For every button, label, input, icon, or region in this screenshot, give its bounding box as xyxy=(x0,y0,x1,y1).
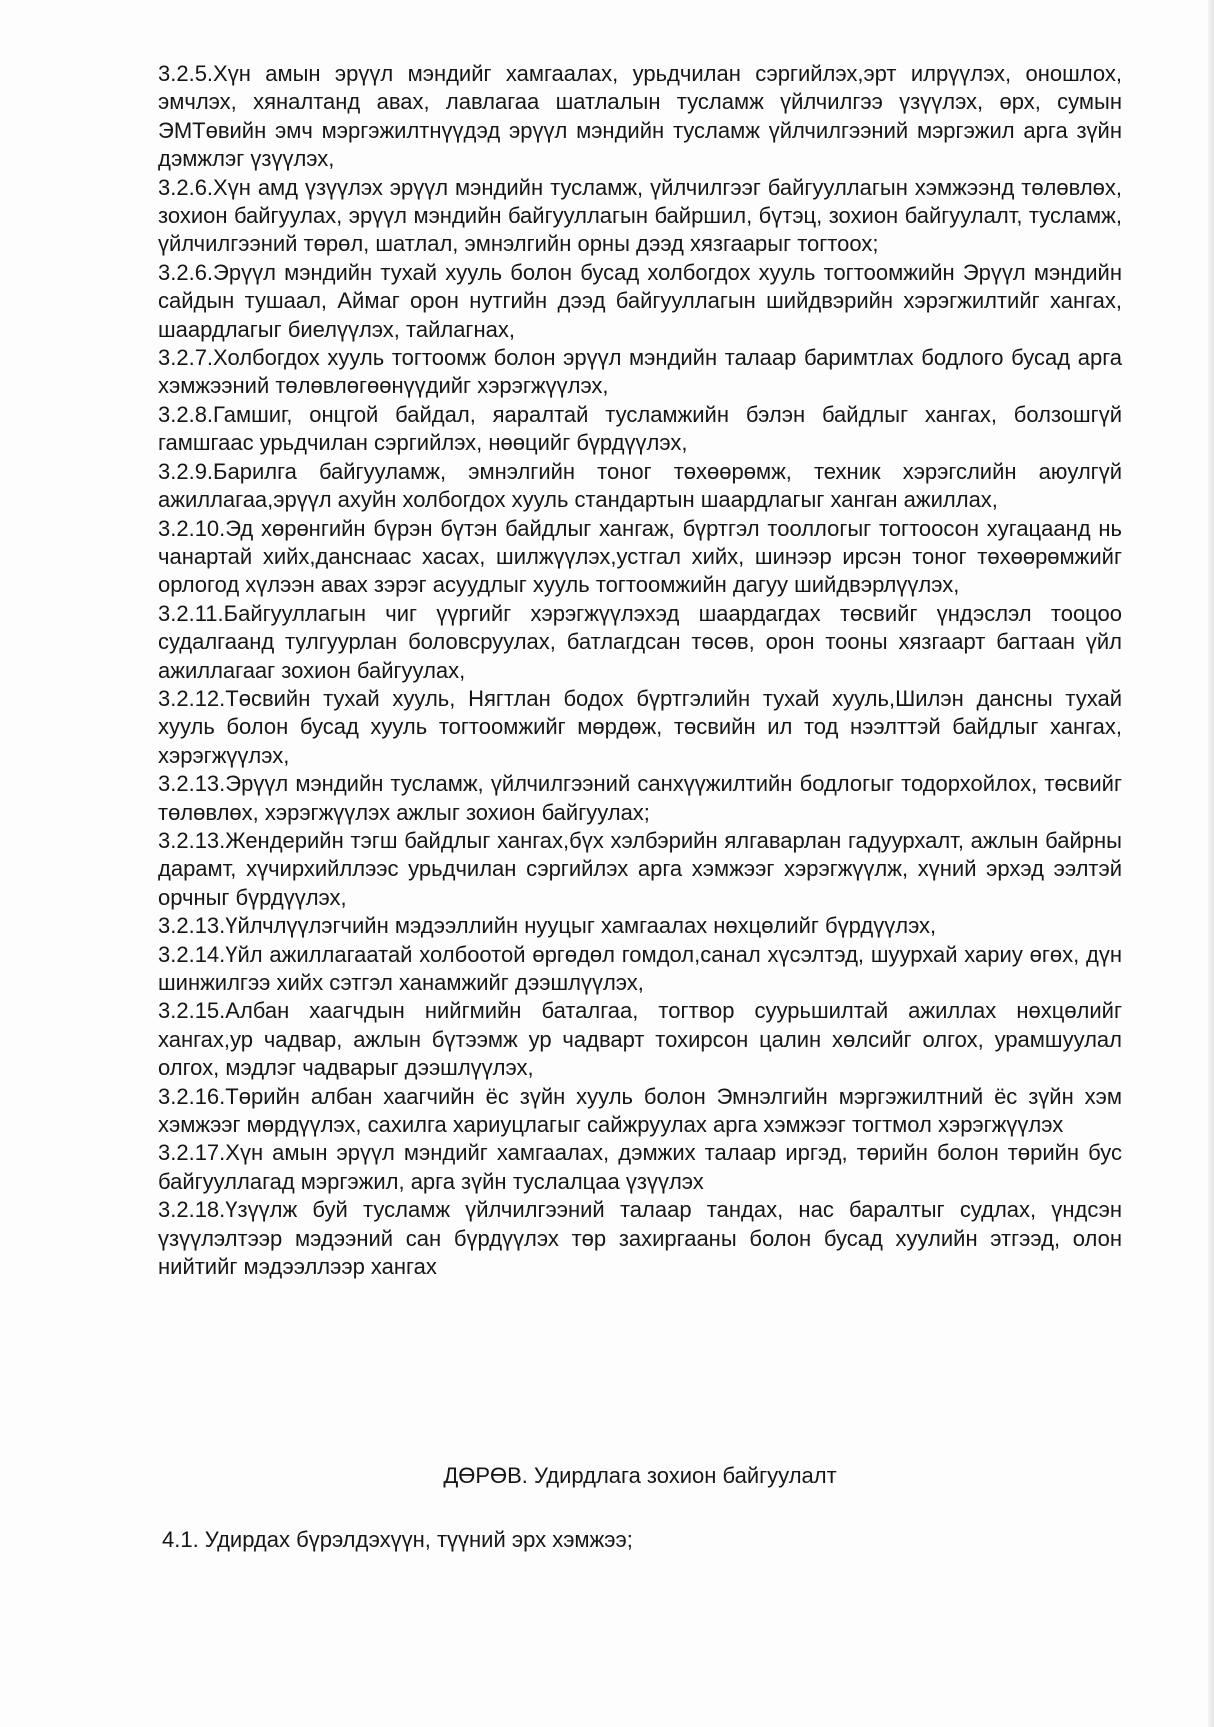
scan-edge xyxy=(1208,0,1214,1727)
paragraph-3-2-6-b: 3.2.6.Эрүүл мэндийн тухай хууль болон бусад холбогдох хууль тогтоомжийн Эрүүл мэндийн сайдын тушаал, Аймаг орон нутгийн дээд байгууллагын шийдвэрийн хэрэгжилтийг хангах, шаардлагыг биелүүлэх, тайлагнах, xyxy=(158,259,1122,342)
paragraph-3-2-14: 3.2.14.Үйл ажиллагаатай холбоотой өргөдөл гомдол,санал хүсэлтэд, шуурхай хариу өгөх, дүн шинжилгээ хийх сэтгэл ханамжийг дээшлүүлэх, xyxy=(158,941,1122,995)
paragraph-3-2-16: 3.2.16.Төрийн албан хаагчийн ёс зүйн хууль болон Эмнэлгийн мэргэжилтний ёс зүйн хэм хэмжээг мөрдүүлэх, сахилга хариуцлагыг сайжруулах арга хэмжээг тогтмол хэрэгжүүлэх xyxy=(158,1083,1122,1138)
paragraph-3-2-6-a: 3.2.6.Хүн амд үзүүлэх эрүүл мэндийн тусламж, үйлчилгээг байгууллагын хэмжээнд төлөвлөх, зохион байгуулах, эрүүл мэндийн байгууллагын байршил, бүтэц, зохион байгуулалт, тусламж, үйлчилгээний төрөл, шатлал, эмнэлгийн орны дээд хязгаарыг тогтоох; xyxy=(158,174,1122,257)
paragraph-3-2-7: 3.2.7.Холбогдох хууль тогтоомж болон эрүүл мэндийн талаар баримтлах бодлого бусад арга хэмжээний төлөвлөгөөнүүдийг хэрэгжүүлэх, xyxy=(158,345,1122,399)
paragraph-3-2-13-c: 3.2.13.Үйлчлүүлэгчийн мэдээллийн нууцыг хамгаалах нөхцөлийг бүрдүүлэх, xyxy=(158,913,937,939)
paragraph-3-2-13-b: 3.2.13.Жендерийн тэгш байдлыг хангах,бүх хэлбэрийн ялгаварлан гадуурхалт, ажлын байрны дарамт, хүчирхийллээс урьдчилан сэргийлэх арга хэмжээг хэрэгжүүлж, хүний эрхэд ээлтэй орчныг бүрдүүлэх, xyxy=(158,827,1122,910)
subsection-4-1: 4.1. Удирдах бүрэлдэхүүн, түүний эрх хэмжээ; xyxy=(162,1527,633,1552)
paragraph-3-2-11: 3.2.11.Байгууллагын чиг үүргийг хэрэгжүүлэхэд шаардагдах төсвийг үндэслэл тооцоо судалгаанд тулгуурлан боловсруулах, батлагдсан төсөв, орон тооны хязгаарт багтаан үйл ажиллагааг зохион байгуулах, xyxy=(158,600,1122,683)
paragraph-3-2-12: 3.2.12.Төсвийн тухай хууль, Нягтлан бодох бүртгэлийн тухай хууль,Шилэн дансны тухай хууль болон бусад хууль тогтоомжийг мөрдөж, төсвийн ил тод нээлттэй байдлыг хангах, хэрэгжүүлэх, xyxy=(158,685,1122,768)
paragraph-3-2-8: 3.2.8.Гамшиг, онцгой байдал, яаралтай тусламжийн бэлэн байдлыг хангах, болзошгүй гамшгаас урьдчилан сэргийлэх, нөөцийг бүрдүүлэх, xyxy=(158,401,1122,456)
paragraph-3-2-9: 3.2.9.Барилга байгууламж, эмнэлгийн тоног төхөөрөмж, техник хэрэгслийн аюулгүй ажиллагаа,эрүүл ахуйн холбогдох хууль стандартын шаардлагыг ханган ажиллах, xyxy=(158,458,1122,513)
paragraph-3-2-13-a: 3.2.13.Эрүүл мэндийн тусламж, үйлчилгээний санхүүжилтийн бодлогыг тодорхойлох, төсвийг төлөвлөх, хэрэгжүүлэх ажлыг зохион байгуулах; xyxy=(158,771,1122,825)
document-body xyxy=(158,60,1122,1281)
paragraph-3-2-17: 3.2.17.Хүн амын эрүүл мэндийг хамгаалах, дэмжих талаар иргэд, төрийн болон төрийн бус байгууллагад мэргэжил, арга зүйн туслалцаа үзүүлэх xyxy=(158,1140,1122,1194)
paragraph-3-2-5: 3.2.5.Хүн амын эрүүл мэндийг хамгаалах, урьдчилан сэргийлэх,эрт илрүүлэх, оношлох, эмчлэх, хяналтанд авах, лавлагаа шатлалын тусламж үйлчилгээ үзүүлэх, өрх, сумын ЭМТөвийн эмч мэргэжилтнүүдэд эрүүл мэндийн тусламж үйлчилгээний мэргэжил арга зүйн дэмжлэг үзүүлэх, xyxy=(158,61,1122,172)
paragraph-3-2-18: 3.2.18.Үзүүлж буй тусламж үйлчилгээний талаар тандах, нас баралтыг судлах, үндсэн үзүүлэлтээр мэдээний сан бүрдүүлэх төр захиргааны болон бусад хуулийн этгээд, олон нийтийг мэдээллээр хангах xyxy=(158,1197,1122,1280)
paragraph-3-2-10: 3.2.10.Эд хөрөнгийн бүрэн бүтэн байдлыг хангаж, бүртгэл тооллогыг тогтоосон хугацаанд нь чанартай хийх,данснаас хасах, шилжүүлэх,устгал хийх, шинээр ирсэн тоног төхөөрөмжийг орлогод хүлээн авах зэрэг асуудлыг хууль тогтоомжийн дагуу шийдвэрлүүлэх, xyxy=(158,515,1122,598)
section-heading: ДӨРӨВ. Удирдлага зохион байгуулалт xyxy=(443,1463,837,1488)
paragraph-3-2-15: 3.2.15.Албан хаагчдын нийгмийн баталгаа, тогтвор суурьшилтай ажиллах нөхцөлийг хангах,ур чадвар, ажлын бүтээмж ур чадварт тохирсон цалин хөлсийг олгох, урамшуулал олгох, мэдлэг чадварыг дээшлүүлэх, xyxy=(158,998,1122,1081)
